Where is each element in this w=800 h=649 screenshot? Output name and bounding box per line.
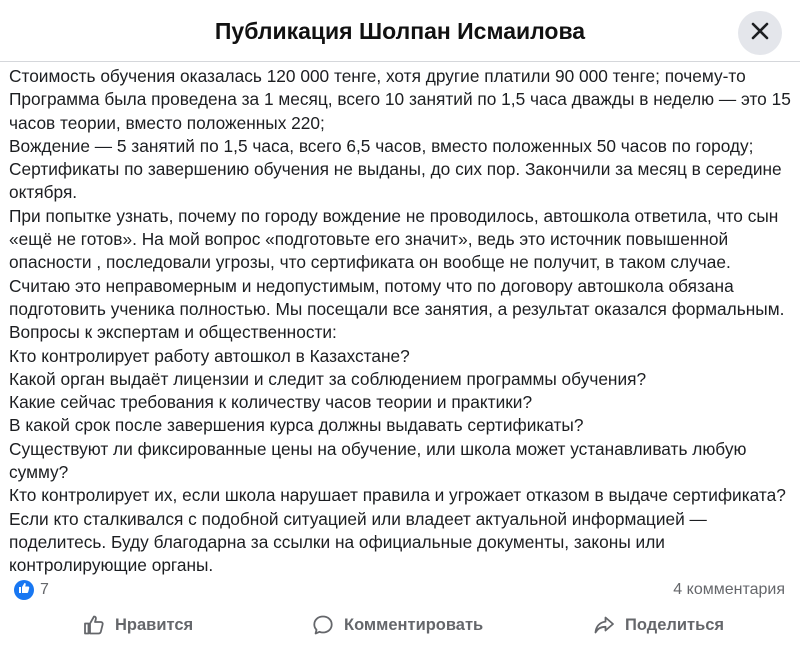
post-paragraph: Сертификаты по завершению обучения не выданы, до сих пор. Закончили за месяц в середине октября.	[9, 159, 782, 203]
comment-button[interactable]	[312, 604, 483, 646]
likes-count[interactable]: 7	[40, 581, 49, 598]
post-paragraph: Кто контролирует их, если школа нарушает правила и угрожает отказом в выдаче сертификата?	[9, 485, 786, 506]
post-paragraph: Кто контролирует работу автошкол в Казахстане?	[9, 345, 410, 366]
comment-label: Комментировать	[344, 615, 484, 634]
like-button[interactable]	[83, 604, 193, 646]
post-paragraph: Программа была проведена за 1 месяц, всего 10 занятий по 1,5 часа дважды в неделю — это 15 часов теории, вместо положенных 220;	[9, 89, 791, 133]
thumbs-up-icon	[18, 581, 30, 599]
thumbs-up-outline-icon	[83, 614, 105, 636]
reactions-summary[interactable]	[14, 580, 34, 600]
post-paragraph: Стоимость обучения оказалась 120 000 тенге, хотя другие платили 90 000 тенге; почему-то	[9, 66, 746, 86]
comment-bubble-icon	[312, 614, 334, 636]
comments-count[interactable]: 4 комментария	[673, 581, 785, 598]
close-icon	[751, 22, 769, 45]
share-label: Поделиться	[625, 615, 725, 634]
close-button[interactable]	[738, 11, 782, 55]
post-paragraph: Существуют ли фиксированные цены на обучение, или школа может устанавливать любую сумму?	[9, 438, 747, 483]
share-arrow-icon	[593, 614, 615, 636]
post-paragraph: Какой орган выдаёт лицензии и следит за соблюдением программы обучения?	[9, 368, 647, 389]
share-button[interactable]	[593, 604, 724, 646]
dialog-title: Публикация Шолпан Исмаилова	[214, 18, 586, 44]
post-paragraph: При попытке узнать, почему по городу вождение не проводилось, автошкола ответила, что сын «ещё не готов». На мой вопрос «подготовьте его значит», ведь это источник повышенной опасности , последовали угрозы, что сертификата он вообще не получит, в таком случае.	[9, 205, 779, 273]
post-dialog-header	[0, 0, 800, 62]
post-paragraph: В какой срок после завершения курса должны выдавать сертификаты?	[9, 415, 584, 436]
post-paragraph: Вождение — 5 занятий по 1,5 часа, всего 6,5 часов, вместо положенных 50 часов по городу;	[9, 135, 754, 156]
post-paragraph: Какие сейчас требования к количеству часов теории и практики?	[9, 392, 533, 413]
post-actions	[0, 604, 800, 646]
post-stats	[0, 575, 800, 605]
post-text	[9, 65, 793, 578]
post-paragraph: Считаю это неправомерным и недопустимым, потому что по договору автошкола обязана подготовить ученика полностью. Мы посещали все занятия, а результат оказался формальным.	[9, 275, 785, 319]
post-paragraph: Если кто сталкивался с подобной ситуацией или владеет актуальной информацией — поделитесь. Буду благодарна за ссылки на официальные документы, законы или контролирующие органы.	[9, 508, 707, 576]
post-paragraph: Вопросы к экспертам и общественности:	[9, 322, 337, 343]
like-label: Нравится	[115, 615, 194, 634]
